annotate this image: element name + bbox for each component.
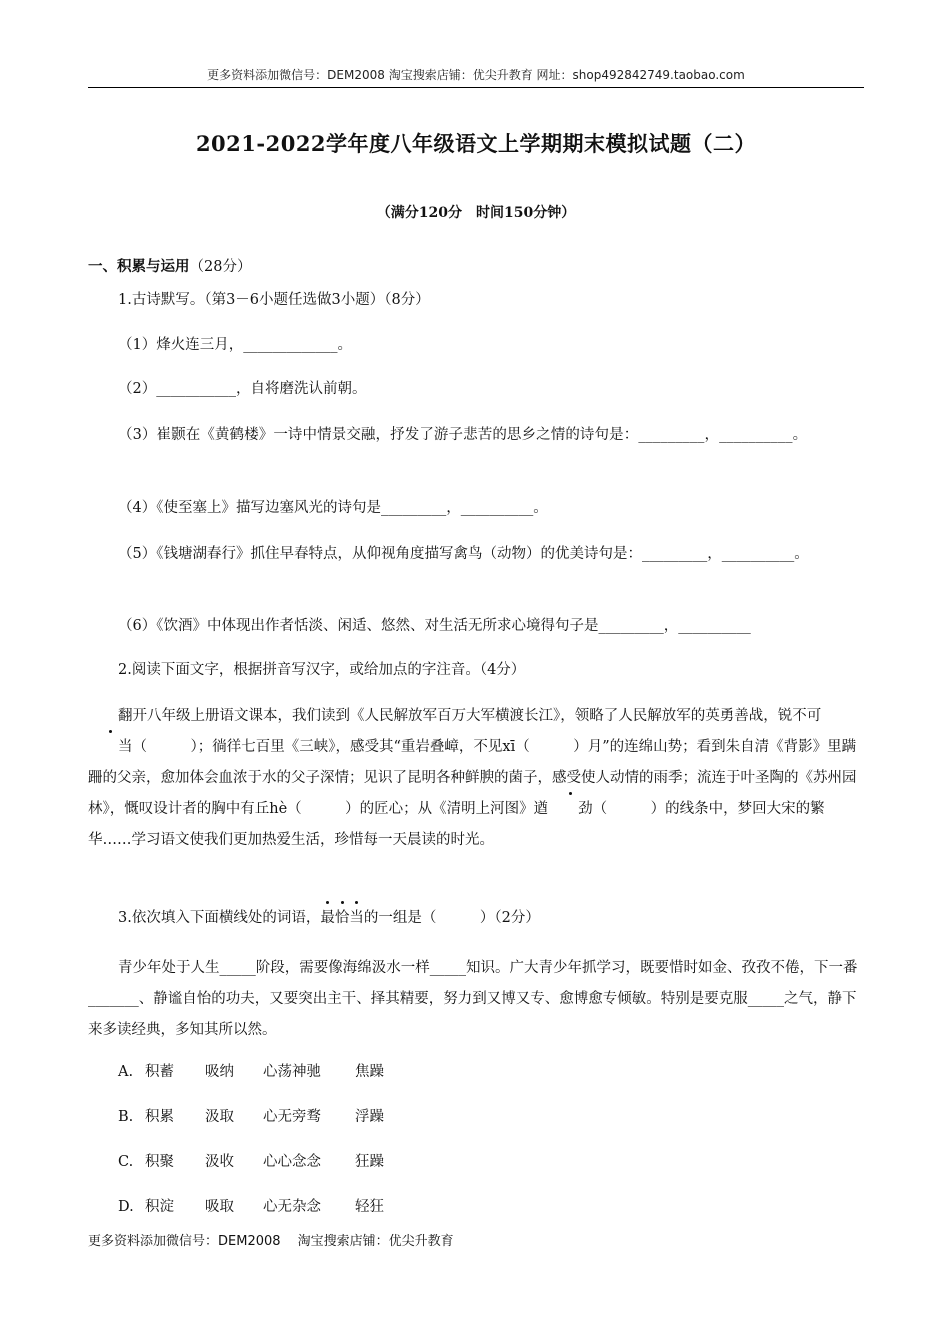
q2-passage-part-c: （ ）的线条中，梦回大宋的繁华……学习语文使我们更加热爱生活，珍惜每一天晨读的时光。 [88, 801, 825, 848]
q1-item-5: （5）《钱塘湖春行》抓住早春特点，从仰视角度描写禽鸟（动物）的优美诗句是：_________，__________。 [118, 546, 809, 562]
section-1-score: （28分） [189, 259, 252, 275]
q2-stem: 2.阅读下面文字，根据拼音写汉字，或给加点的字注音。（4分） [118, 662, 526, 678]
option-word: 汲收 [205, 1154, 234, 1170]
option-word: 心荡神驰 [263, 1064, 321, 1080]
section-1-heading [88, 251, 251, 283]
option-word: 狂躁 [355, 1154, 384, 1170]
q1-item-2: （2）___________，自将磨洗认前朝。 [118, 381, 367, 397]
q1-item-6: （6）《饮酒》中体现出作者恬淡、闲适、悠然、对生活无所求心境得句子是_________，__________ [118, 618, 751, 634]
option-letter: A. [118, 1064, 134, 1080]
option-word: 心无旁骛 [263, 1109, 321, 1125]
q1-item-4: （4）《使至塞上》描写边塞风光的诗句是_________，__________。 [118, 500, 548, 516]
exam-subtitle: （满分120分 时间150分钟） [376, 205, 576, 221]
option-word: 吸取 [205, 1199, 234, 1215]
option-word: 浮躁 [355, 1109, 384, 1125]
option-word: 轻狂 [355, 1199, 384, 1215]
q3-passage: 青少年处于人生_____阶段，需要像海绵汲水一样_____知识。广大青少年抓学习，既要惜时如金、孜孜不倦，下一番_______、静谧自怡的功夫，又要突出主干、择其精要，努力到又博又专、愈博愈专倾敏。特别是要克服_____之气，静下来多读经典，多知其所以然。 [88, 960, 858, 1038]
option-word: 积累 [145, 1109, 174, 1125]
dotted-char-dang: 当 [88, 732, 133, 763]
q3-stem [118, 903, 540, 934]
option-word: 汲取 [205, 1109, 234, 1125]
dotted-char-dang2: 当 [349, 903, 364, 934]
section-1-title: 一、积累与运用 [88, 258, 190, 275]
page-header: 更多资料添加微信号：DEM2008 淘宝搜索店铺：优尖升教育 网址：shop492842749.taobao.com [207, 68, 745, 82]
q2-passage [88, 701, 858, 856]
option-letter: D. [118, 1199, 134, 1215]
dotted-char-qia: 恰 [335, 903, 350, 934]
option-word: 心无杂念 [263, 1199, 321, 1215]
option-word: 积聚 [145, 1154, 174, 1170]
page-footer: 更多资料添加微信号：DEM2008 淘宝搜索店铺：优尖升教育 [88, 1234, 454, 1249]
header-rule [88, 87, 864, 88]
option-word: 吸纳 [205, 1064, 234, 1080]
option-word: 焦躁 [355, 1064, 384, 1080]
option-word: 心心念念 [263, 1154, 321, 1170]
q1-stem: 1.古诗默写。（第3－6小题任选做3小题）（8分） [118, 292, 430, 308]
q3-stem-b: 的一组是（ ）（2分） [363, 910, 540, 926]
q1-item-3: （3）崔颢在《黄鹤楼》一诗中情景交融，抒发了游子悲苦的思乡之情的诗句是：_________，__________。 [118, 427, 808, 443]
q2-passage-part-a: 翻开八年级上册语文课本，我们读到《人民解放军百万大军横渡长江》，领略了人民解放军的英勇善战，锐不可 [118, 708, 822, 724]
option-d[interactable] [118, 1195, 384, 1216]
option-word: 积蓄 [145, 1064, 174, 1080]
q1-item-1: （1）烽火连三月，_____________。 [118, 337, 352, 353]
option-letter: C. [118, 1154, 134, 1170]
exam-title: 2021-2022学年度八年级语文上学期期末模拟试题（二） [195, 131, 757, 156]
dotted-char-jin: 劲 [548, 794, 593, 825]
option-b[interactable] [118, 1105, 384, 1126]
dotted-char-zui: 最 [320, 903, 335, 934]
option-c[interactable] [118, 1150, 384, 1171]
option-a[interactable] [118, 1060, 384, 1081]
option-word: 积淀 [145, 1199, 174, 1215]
option-letter: B. [118, 1109, 134, 1125]
q3-stem-a: 3.依次填入下面横线处的词语， [118, 910, 321, 926]
q2-passage-part-b: （ ）；徜徉七百里《三峡》，感受其“重岩叠嶂，不见xī（ ）月”的连绵山势；看到朱自清《背影》里蹒跚的父亲，愈加体会血浓于水的父子深情；见识了昆明各种鲜腴的菌子，感受使人动情的雨季；流连于叶圣陶的《苏州园林》，慨叹设计者的胸中有丘hè（ ）的匠心；从《清明上河图》遒 [88, 739, 857, 817]
